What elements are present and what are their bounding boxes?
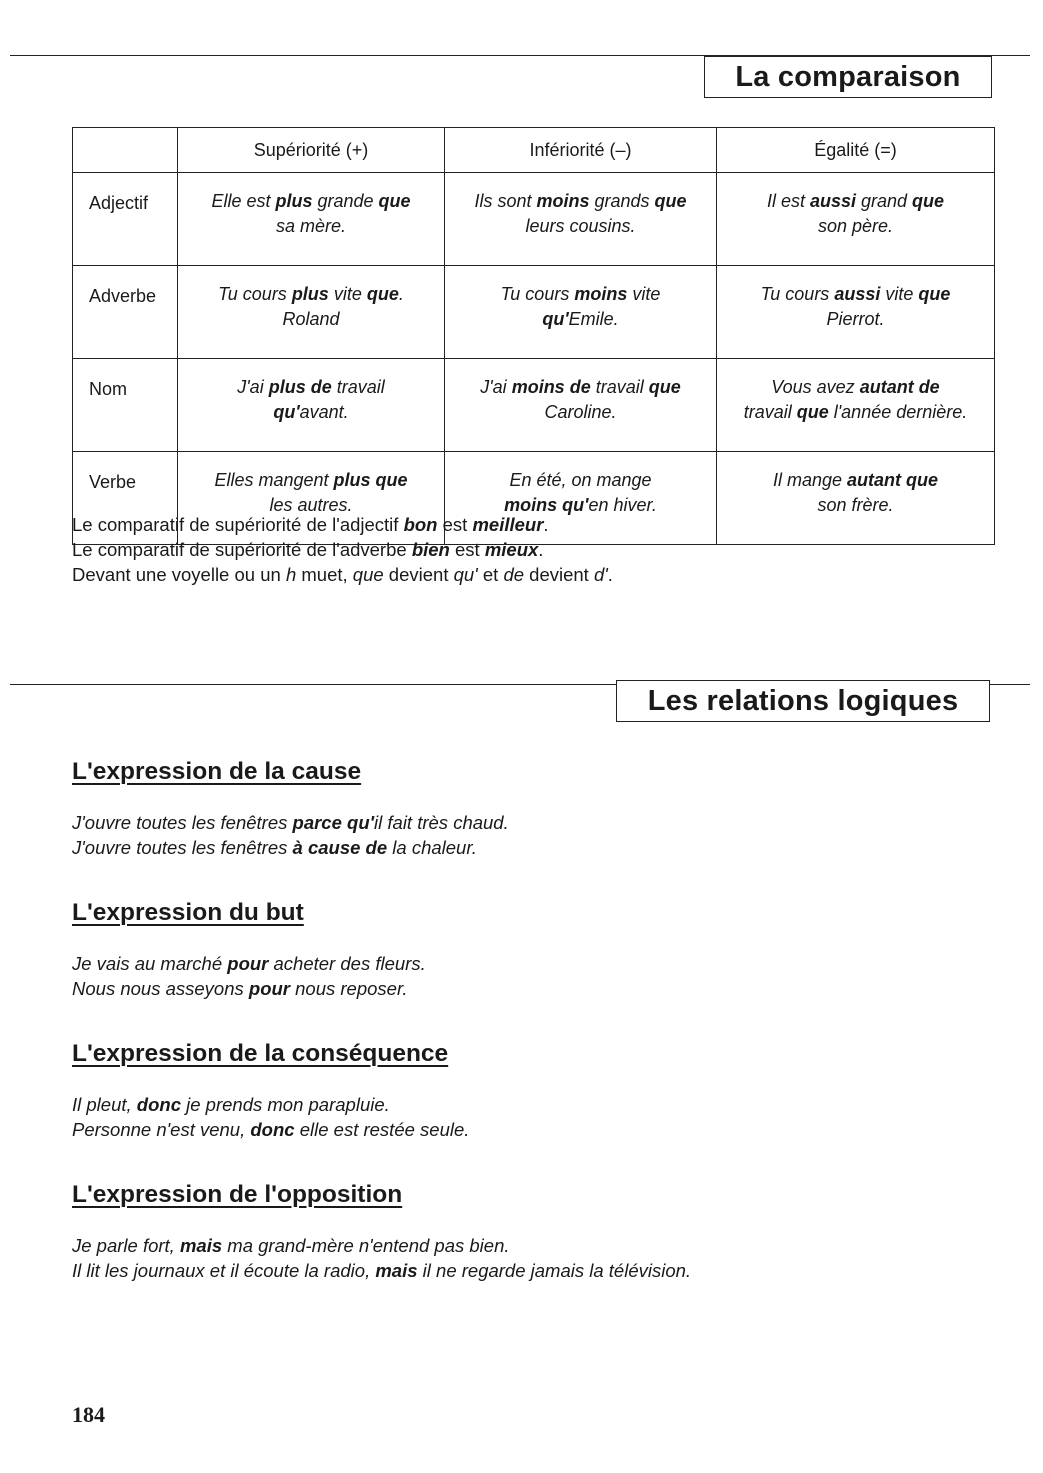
- emphasis: qu': [453, 564, 478, 585]
- emphasis: h: [285, 564, 297, 585]
- example-cell: [717, 452, 995, 545]
- keyword: pour: [248, 978, 290, 999]
- keyword: autant de: [859, 377, 940, 397]
- example-text: acheter des fleurs.: [268, 953, 426, 974]
- section-heading: L'expression de l'opposition: [72, 1181, 403, 1208]
- note-text: muet,: [296, 564, 353, 585]
- example-text: Elles mangent: [214, 470, 334, 490]
- row-label: Adjectif: [73, 173, 178, 266]
- keyword: plus: [291, 284, 329, 304]
- example-text: nous reposer.: [290, 978, 408, 999]
- section-heading: L'expression de la conséquence: [72, 1040, 449, 1067]
- note-text: et: [477, 564, 504, 585]
- comparaison-title: La comparaison: [704, 56, 992, 98]
- section-examples: [72, 1233, 691, 1283]
- example-cell: [717, 359, 995, 452]
- example-text: Il est: [766, 191, 810, 211]
- keyword: que: [796, 402, 829, 422]
- example-text: J'ai: [237, 377, 269, 397]
- keyword: moins de: [511, 377, 591, 397]
- example-text: je prends mon parapluie.: [181, 1094, 390, 1115]
- section-heading: L'expression de la cause: [72, 758, 362, 785]
- keyword: moins qu': [504, 495, 589, 515]
- section-heading: L'expression du but: [72, 899, 304, 926]
- row-label: Verbe: [73, 452, 178, 545]
- example-text: avant.: [299, 402, 349, 422]
- keyword: donc: [250, 1119, 295, 1140]
- emphasis: de: [503, 564, 525, 585]
- keyword: plus de: [268, 377, 332, 397]
- note-text: devient: [524, 564, 594, 585]
- relations-title: Les relations logiques: [616, 680, 990, 722]
- example-sentence: [72, 1092, 469, 1117]
- note-text: Devant une voyelle ou un: [72, 564, 286, 585]
- keyword: que: [654, 191, 687, 211]
- example-text: sa mère.: [275, 216, 347, 236]
- example-text: son frère.: [817, 495, 894, 515]
- example-text: vite: [328, 284, 367, 304]
- section-examples: [72, 1092, 469, 1142]
- keyword: que: [366, 284, 399, 304]
- example-sentence: [72, 1233, 691, 1258]
- example-text: Personne n'est venu,: [72, 1119, 251, 1140]
- keyword: donc: [136, 1094, 181, 1115]
- note-text: est: [437, 514, 473, 535]
- example-text: Je parle fort,: [72, 1235, 180, 1256]
- example-sentence: [72, 976, 426, 1001]
- note-text: .: [543, 514, 549, 535]
- section-examples: [72, 810, 509, 860]
- keyword: pour: [227, 953, 269, 974]
- row-label: Adverbe: [73, 266, 178, 359]
- example-text: Pierrot.: [826, 309, 885, 329]
- note-line: [72, 512, 613, 537]
- keyword: aussi: [809, 191, 856, 211]
- example-text: son père.: [817, 216, 894, 236]
- table-header-cell: Supériorité (+): [178, 128, 445, 173]
- note-line: [72, 562, 613, 587]
- example-text: .: [398, 284, 404, 304]
- example-text: leurs cousins.: [525, 216, 636, 236]
- example-sentence: [72, 810, 509, 835]
- keyword: que: [918, 284, 951, 304]
- example-cell: [717, 173, 995, 266]
- keyword: que: [912, 191, 945, 211]
- table-row: [73, 173, 995, 266]
- keyword: plus: [275, 191, 313, 211]
- keyword: moins: [536, 191, 590, 211]
- example-text: Il pleut,: [72, 1094, 137, 1115]
- table-header-row: [73, 128, 995, 173]
- keyword: qu': [542, 309, 569, 329]
- example-text: grands: [589, 191, 655, 211]
- example-text: grand: [855, 191, 913, 211]
- keyword: mais: [179, 1235, 223, 1256]
- example-cell: [178, 359, 445, 452]
- emphasis: bien: [411, 539, 450, 560]
- comparison-table: [72, 127, 995, 545]
- emphasis: mieux: [484, 539, 539, 560]
- example-text: Il lit les journaux et il écoute la radio,: [72, 1260, 376, 1281]
- example-text: Je vais au marché: [72, 953, 228, 974]
- keyword: autant que: [847, 470, 939, 490]
- example-text: en hiver.: [588, 495, 657, 515]
- example-text: J'ouvre toutes les fenêtres: [72, 812, 293, 833]
- example-cell: [178, 173, 445, 266]
- emphasis: meilleur: [472, 514, 544, 535]
- keyword: aussi: [834, 284, 881, 304]
- example-text: Caroline.: [544, 402, 617, 422]
- example-cell: [445, 173, 717, 266]
- example-text: Ils sont: [474, 191, 537, 211]
- example-text: il ne regarde jamais la télévision.: [417, 1260, 692, 1281]
- example-text: l'année dernière.: [828, 402, 968, 422]
- example-sentence: [72, 835, 509, 860]
- note-text: Le comparatif de supériorité de l'adjectif: [72, 514, 404, 535]
- table-row: [73, 266, 995, 359]
- example-text: Nous nous asseyons: [72, 978, 249, 999]
- example-text: travail: [590, 377, 649, 397]
- example-cell: [178, 266, 445, 359]
- note-text: Le comparatif de supériorité de l'adverbe: [72, 539, 412, 560]
- example-text: ma grand-mère n'entend pas bien.: [222, 1235, 510, 1256]
- example-text: les autres.: [269, 495, 353, 515]
- table-row: [73, 359, 995, 452]
- page-number: 184: [72, 1402, 105, 1427]
- keyword: plus que: [333, 470, 408, 490]
- example-sentence: [72, 1117, 469, 1142]
- example-text: travail: [743, 402, 797, 422]
- example-text: J'ouvre toutes les fenêtres: [72, 837, 293, 858]
- row-label: Nom: [73, 359, 178, 452]
- example-text: Il mange: [772, 470, 848, 490]
- example-cell: [717, 266, 995, 359]
- emphasis: que: [352, 564, 384, 585]
- keyword: que: [378, 191, 411, 211]
- keyword: moins: [574, 284, 628, 304]
- note-text: est: [449, 539, 485, 560]
- keyword: que: [648, 377, 681, 397]
- keyword: à cause de: [292, 837, 388, 858]
- example-text: Roland: [282, 309, 340, 329]
- example-text: elle est restée seule.: [294, 1119, 470, 1140]
- example-text: Tu cours: [500, 284, 575, 304]
- example-text: Elle est: [211, 191, 276, 211]
- table-header-cell: [73, 128, 178, 173]
- keyword: mais: [375, 1260, 418, 1281]
- example-text: Vous avez: [771, 377, 860, 397]
- example-cell: [445, 359, 717, 452]
- keyword: parce qu': [292, 812, 375, 833]
- example-text: vite: [627, 284, 661, 304]
- example-text: Emile.: [568, 309, 619, 329]
- comparative-notes: [72, 512, 613, 587]
- keyword: qu': [273, 402, 300, 422]
- example-text: la chaleur.: [387, 837, 477, 858]
- table-header-cell: Égalité (=): [717, 128, 995, 173]
- example-text: J'ai: [480, 377, 512, 397]
- emphasis: bon: [403, 514, 438, 535]
- example-text: Tu cours: [760, 284, 835, 304]
- section-examples: [72, 951, 426, 1001]
- table-header-cell: Infériorité (–): [445, 128, 717, 173]
- emphasis: d': [593, 564, 608, 585]
- note-line: [72, 537, 613, 562]
- example-text: grande: [312, 191, 379, 211]
- note-text: devient: [383, 564, 454, 585]
- example-text: il fait très chaud.: [374, 812, 509, 833]
- example-text: En été, on mange: [509, 470, 652, 490]
- example-sentence: [72, 1258, 691, 1283]
- example-sentence: [72, 951, 426, 976]
- note-text: .: [607, 564, 613, 585]
- example-text: vite: [880, 284, 919, 304]
- example-text: travail: [331, 377, 385, 397]
- note-text: .: [538, 539, 544, 560]
- example-cell: [445, 266, 717, 359]
- example-text: Tu cours: [218, 284, 292, 304]
